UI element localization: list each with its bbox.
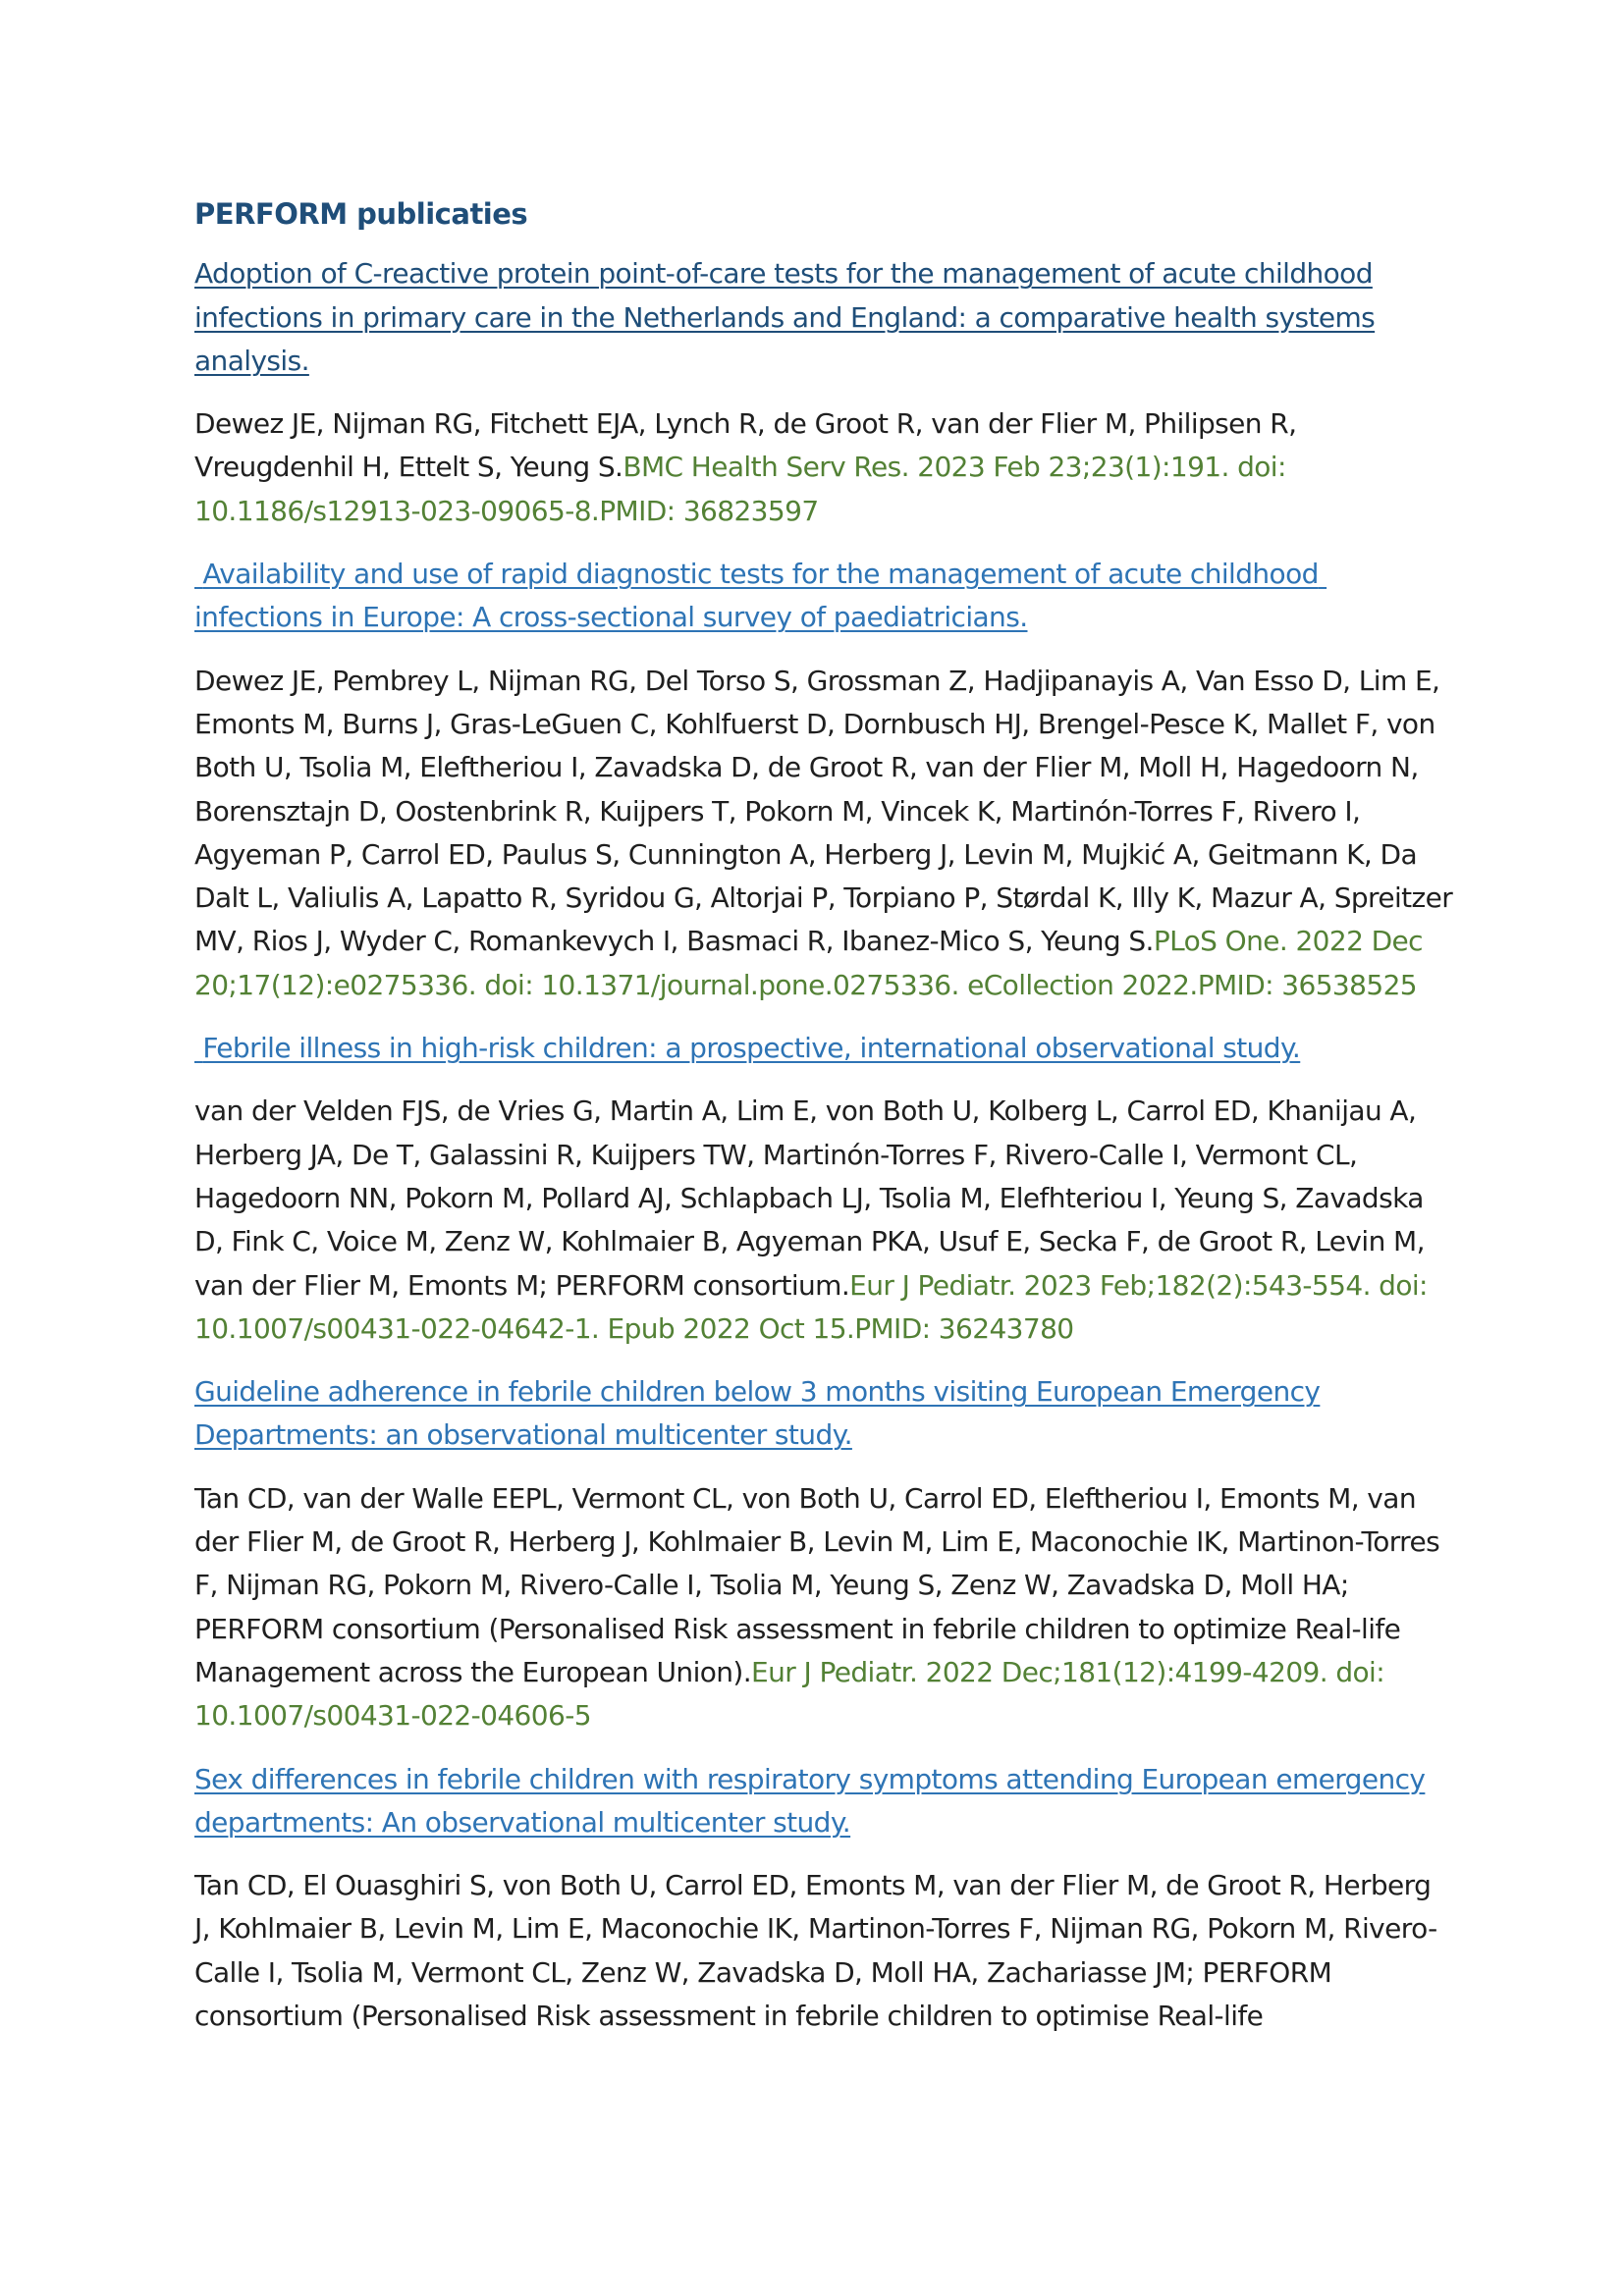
publication-reference — [194, 660, 1453, 1007]
publication-authors: Tan CD, El Ouasghiri S, von Both U, Carrol ED, Emonts M, van der Flier M, de Groot R, Herberg J, Kohlmaier B, Levin M, Lim E, Maconochie IK, Martinon-Torres F, Nijman RG, Pokorn M, Rivero-Calle I, Tsolia M, Vermont CL, Zenz W, Zavadska D, Moll HA, Zachariasse JM; PERFORM consortium (Personalised Risk assessment in febrile children to optimise Real-life — [194, 1869, 1437, 2032]
publication-title-link[interactable]: Adoption of C-reactive protein point-of-care tests for the management of acute childhood infections in primary care in the Netherlands and England: a comparative health systems analysis. — [194, 257, 1376, 377]
publication-entry — [194, 252, 1453, 533]
publication-citation: BMC Health Serv Res. 2023 Feb 23;23(1):191. doi: 10.1186/s12913-023-09065-8.PMID: 36823597 — [194, 451, 1286, 527]
publication-citation: PLoS One. 2022 Dec 20;17(12):e0275336. doi: 10.1371/journal.pone.0275336. eCollection 2022.PMID: 36538525 — [194, 925, 1423, 1001]
publication-title-link[interactable]: Guideline adherence in febrile children below 3 months visiting European Emergency Departments: an observational multicenter study. — [194, 1375, 1321, 1452]
publication-citation: Eur J Pediatr. 2023 Feb;182(2):543-554. doi: 10.1007/s00431-022-04642-1. Epub 2022 Oct 15.PMID: 36243780 — [194, 1268, 1428, 1345]
publication-authors: Tan CD, van der Walle EEPL, Vermont CL, von Both U, Carrol ED, Eleftheriou I, Emonts M, van der Flier M, de Groot R, Herberg J, Kohlmaier B, Levin M, Lim E, Maconochie IK, Martinon-Torres F, Nijman RG, Pokorn M, Rivero-Calle I, Tsolia M, Yeung S, Zenz W, Zavadska D, Moll HA; PERFORM consortium (Personalised Risk assessment in febrile children to optimize Real-life Management across the European Union). — [194, 1481, 1440, 1688]
publication-reference — [194, 402, 1453, 533]
publication-title-link[interactable]: Febrile illness in high-risk children: a prospective, international observational study. — [194, 1032, 1301, 1065]
publication-title-link[interactable]: Availability and use of rapid diagnostic tests for the management of acute childhood infections in Europe: A cross-sectional survey of paediatricians. — [194, 558, 1327, 634]
publication-entry — [194, 1370, 1453, 1737]
publication-authors: van der Velden FJS, de Vries G, Martin A, Lim E, von Both U, Kolberg L, Carrol ED, Khanijau A, Herberg JA, De T, Galassini R, Kuijpers TW, Martinón-Torres F, Rivero-Calle I, Vermont CL, Hagedoorn NN, Pokorn M, Pollard AJ, Schlapbach LJ, Tsolia M, Elefhteriou I, Yeung S, Zavadska D, Fink C, Voice M, Zenz W, Kohlmaier B, Agyeman PKA, Usuf E, Secka F, de Groot R, Levin M, van der Flier M, Emonts M; PERFORM consortium. — [194, 1095, 1425, 1302]
document-page — [194, 192, 1453, 2057]
publication-authors: Dewez JE, Nijman RG, Fitchett EJA, Lynch R, de Groot R, van der Flier M, Philipsen R, Vreugdenhil H, Ettelt S, Yeung S. — [194, 407, 1297, 484]
publication-reference — [194, 1477, 1453, 1738]
publication-reference — [194, 1864, 1453, 2038]
publication-entry — [194, 1758, 1453, 2039]
publication-citation: Eur J Pediatr. 2022 Dec;181(12):4199-4209. doi: 10.1007/s00431-022-04606-5 — [194, 1655, 1385, 1733]
publication-entry — [194, 553, 1453, 1007]
publication-entry — [194, 1027, 1453, 1351]
publication-authors: Dewez JE, Pembrey L, Nijman RG, Del Torso S, Grossman Z, Hadjipanayis A, Van Esso D, Lim E, Emonts M, Burns J, Gras-LeGuen C, Kohlfuerst D, Dornbusch HJ, Brengel-Pesce K, Mallet F, von Both U, Tsolia M, Eleftheriou I, Zavadska D, de Groot R, van der Flier M, Moll H, Hagedoorn N, Borensztajn D, Oostenbrink R, Kuijpers T, Pokorn M, Vincek K, Martinón-Torres F, Rivero I, Agyeman P, Carrol ED, Paulus S, Cunnington A, Herberg J, Levin M, Mujkić A, Geitmann K, Da Dalt L, Valiulis A, Lapatto R, Syridou G, Altorjai P, Torpiano P, Størdal K, Illy K, Mazur A, Spreitzer MV, Rios J, Wyder C, Romankevych I, Basmaci R, Ibanez-Mico S, Yeung S. — [194, 664, 1453, 958]
publication-title-link[interactable]: Sex differences in febrile children with respiratory symptoms attending European emergency departments: An observational multicenter study. — [194, 1762, 1426, 1839]
page-title: PERFORM publicaties — [194, 197, 528, 231]
publication-reference — [194, 1090, 1453, 1351]
